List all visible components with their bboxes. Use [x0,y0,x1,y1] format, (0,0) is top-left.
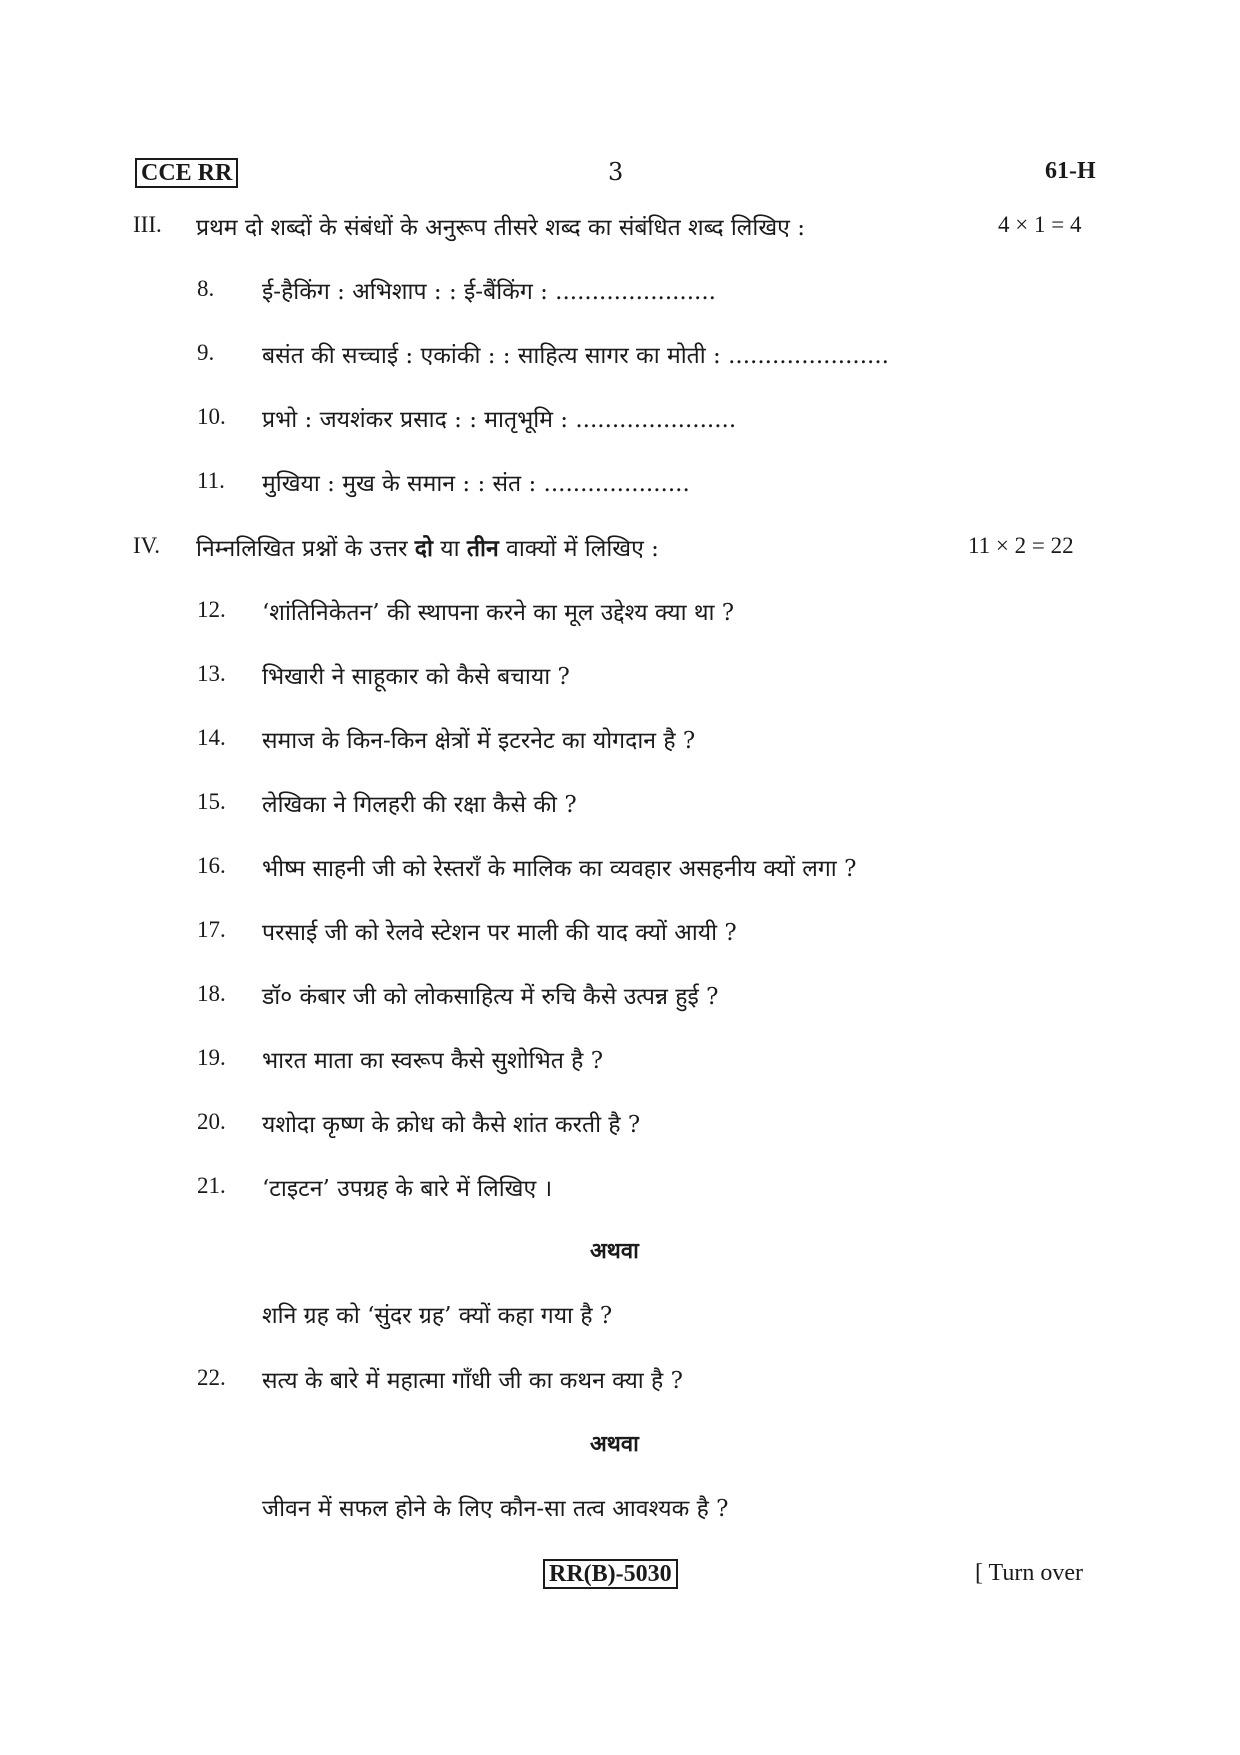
question-number: 21. [197,1173,226,1198]
question-text: प्रभो : जयशंकर प्रसाद : : मातृभूमि : ...................... [262,407,737,433]
section-number-4: IV. [133,533,161,558]
question-text: ‘टाइटन’ उपग्रह के बारे में लिखिए । [262,1176,553,1202]
question-number: 9. [197,340,215,365]
question-text: ई-हैकिंग : अभिशाप : : ई-बैंकिंग : ...................... [262,279,716,305]
question-number: 8. [197,276,215,301]
question-number: 16. [197,853,226,878]
question-text: भीष्म साहनी जी को रेस्तराँ के मालिक का व्यवहार असहनीय क्यों लगा ? [262,856,857,882]
question-number: 18. [197,981,226,1006]
question-text: डॉ० कंबार जी को लोकसाहित्य में रुचि कैसे उत्पन्न हुई ? [262,984,719,1010]
question-text: भिखारी ने साहूकार को कैसे बचाया ? [262,664,570,690]
paper-code-box: CCE RR [135,158,238,188]
question-text: मुखिया : मुख के समान : : संत : .................... [262,471,690,497]
question-number: 17. [197,917,226,942]
question-number: 19. [197,1045,226,1070]
alternative-question: शनि ग्रह को ‘सुंदर ग्रह’ क्यों कहा गया है ? [262,1303,613,1329]
question-number: 20. [197,1109,226,1134]
section-number-3: III. [133,212,162,237]
alternative-question: जीवन में सफल होने के लिए कौन-सा तत्व आवश्यक है ? [262,1496,729,1522]
question-text: यशोदा कृष्ण के क्रोध को कैसे शांत करती है ? [262,1112,641,1138]
subject-code: 61-H [1045,158,1096,184]
paper-series-code: RR(B)-5030 [543,1559,678,1589]
or-label: अथवा [590,1238,639,1264]
question-text: समाज के किन-किन क्षेत्रों में इटरनेट का योगदान है ? [262,728,696,754]
section-3-instruction: प्रथम दो शब्दों के संबंधों के अनुरूप तीसरे शब्द का संबंधित शब्द लिखिए : [196,215,805,241]
question-number: 10. [197,404,226,429]
section-4-marks: 11 × 2 = 22 [968,533,1074,558]
page-number: 3 [608,158,624,186]
question-number: 14. [197,725,226,750]
question-text: बसंत की सच्चाई : एकांकी : : साहित्य सागर का मोती : ...................... [262,343,889,369]
section-3-marks: 4 × 1 = 4 [998,212,1082,237]
question-number: 15. [197,789,226,814]
question-text: सत्य के बारे में महात्मा गाँधी जी का कथन क्या है ? [262,1368,683,1394]
or-label: अथवा [590,1431,639,1457]
question-text: लेखिका ने गिलहरी की रक्षा कैसे की ? [262,792,577,818]
question-text: परसाई जी को रेलवे स्टेशन पर माली की याद क्यों आयी ? [262,920,737,946]
question-number: 13. [197,661,226,686]
section-4-instruction: निम्नलिखित प्रश्नों के उत्तर दो या तीन वाक्यों में लिखिए : [196,535,659,562]
question-number: 22. [197,1365,226,1390]
question-text: भारत माता का स्वरूप कैसे सुशोभित है ? [262,1048,604,1074]
turn-over-note: [ Turn over [975,1560,1084,1586]
question-text: ‘शांतिनिकेतन’ की स्थापना करने का मूल उद्देश्य क्या था ? [262,600,735,626]
question-number: 12. [197,597,226,622]
question-number: 11. [197,468,225,493]
